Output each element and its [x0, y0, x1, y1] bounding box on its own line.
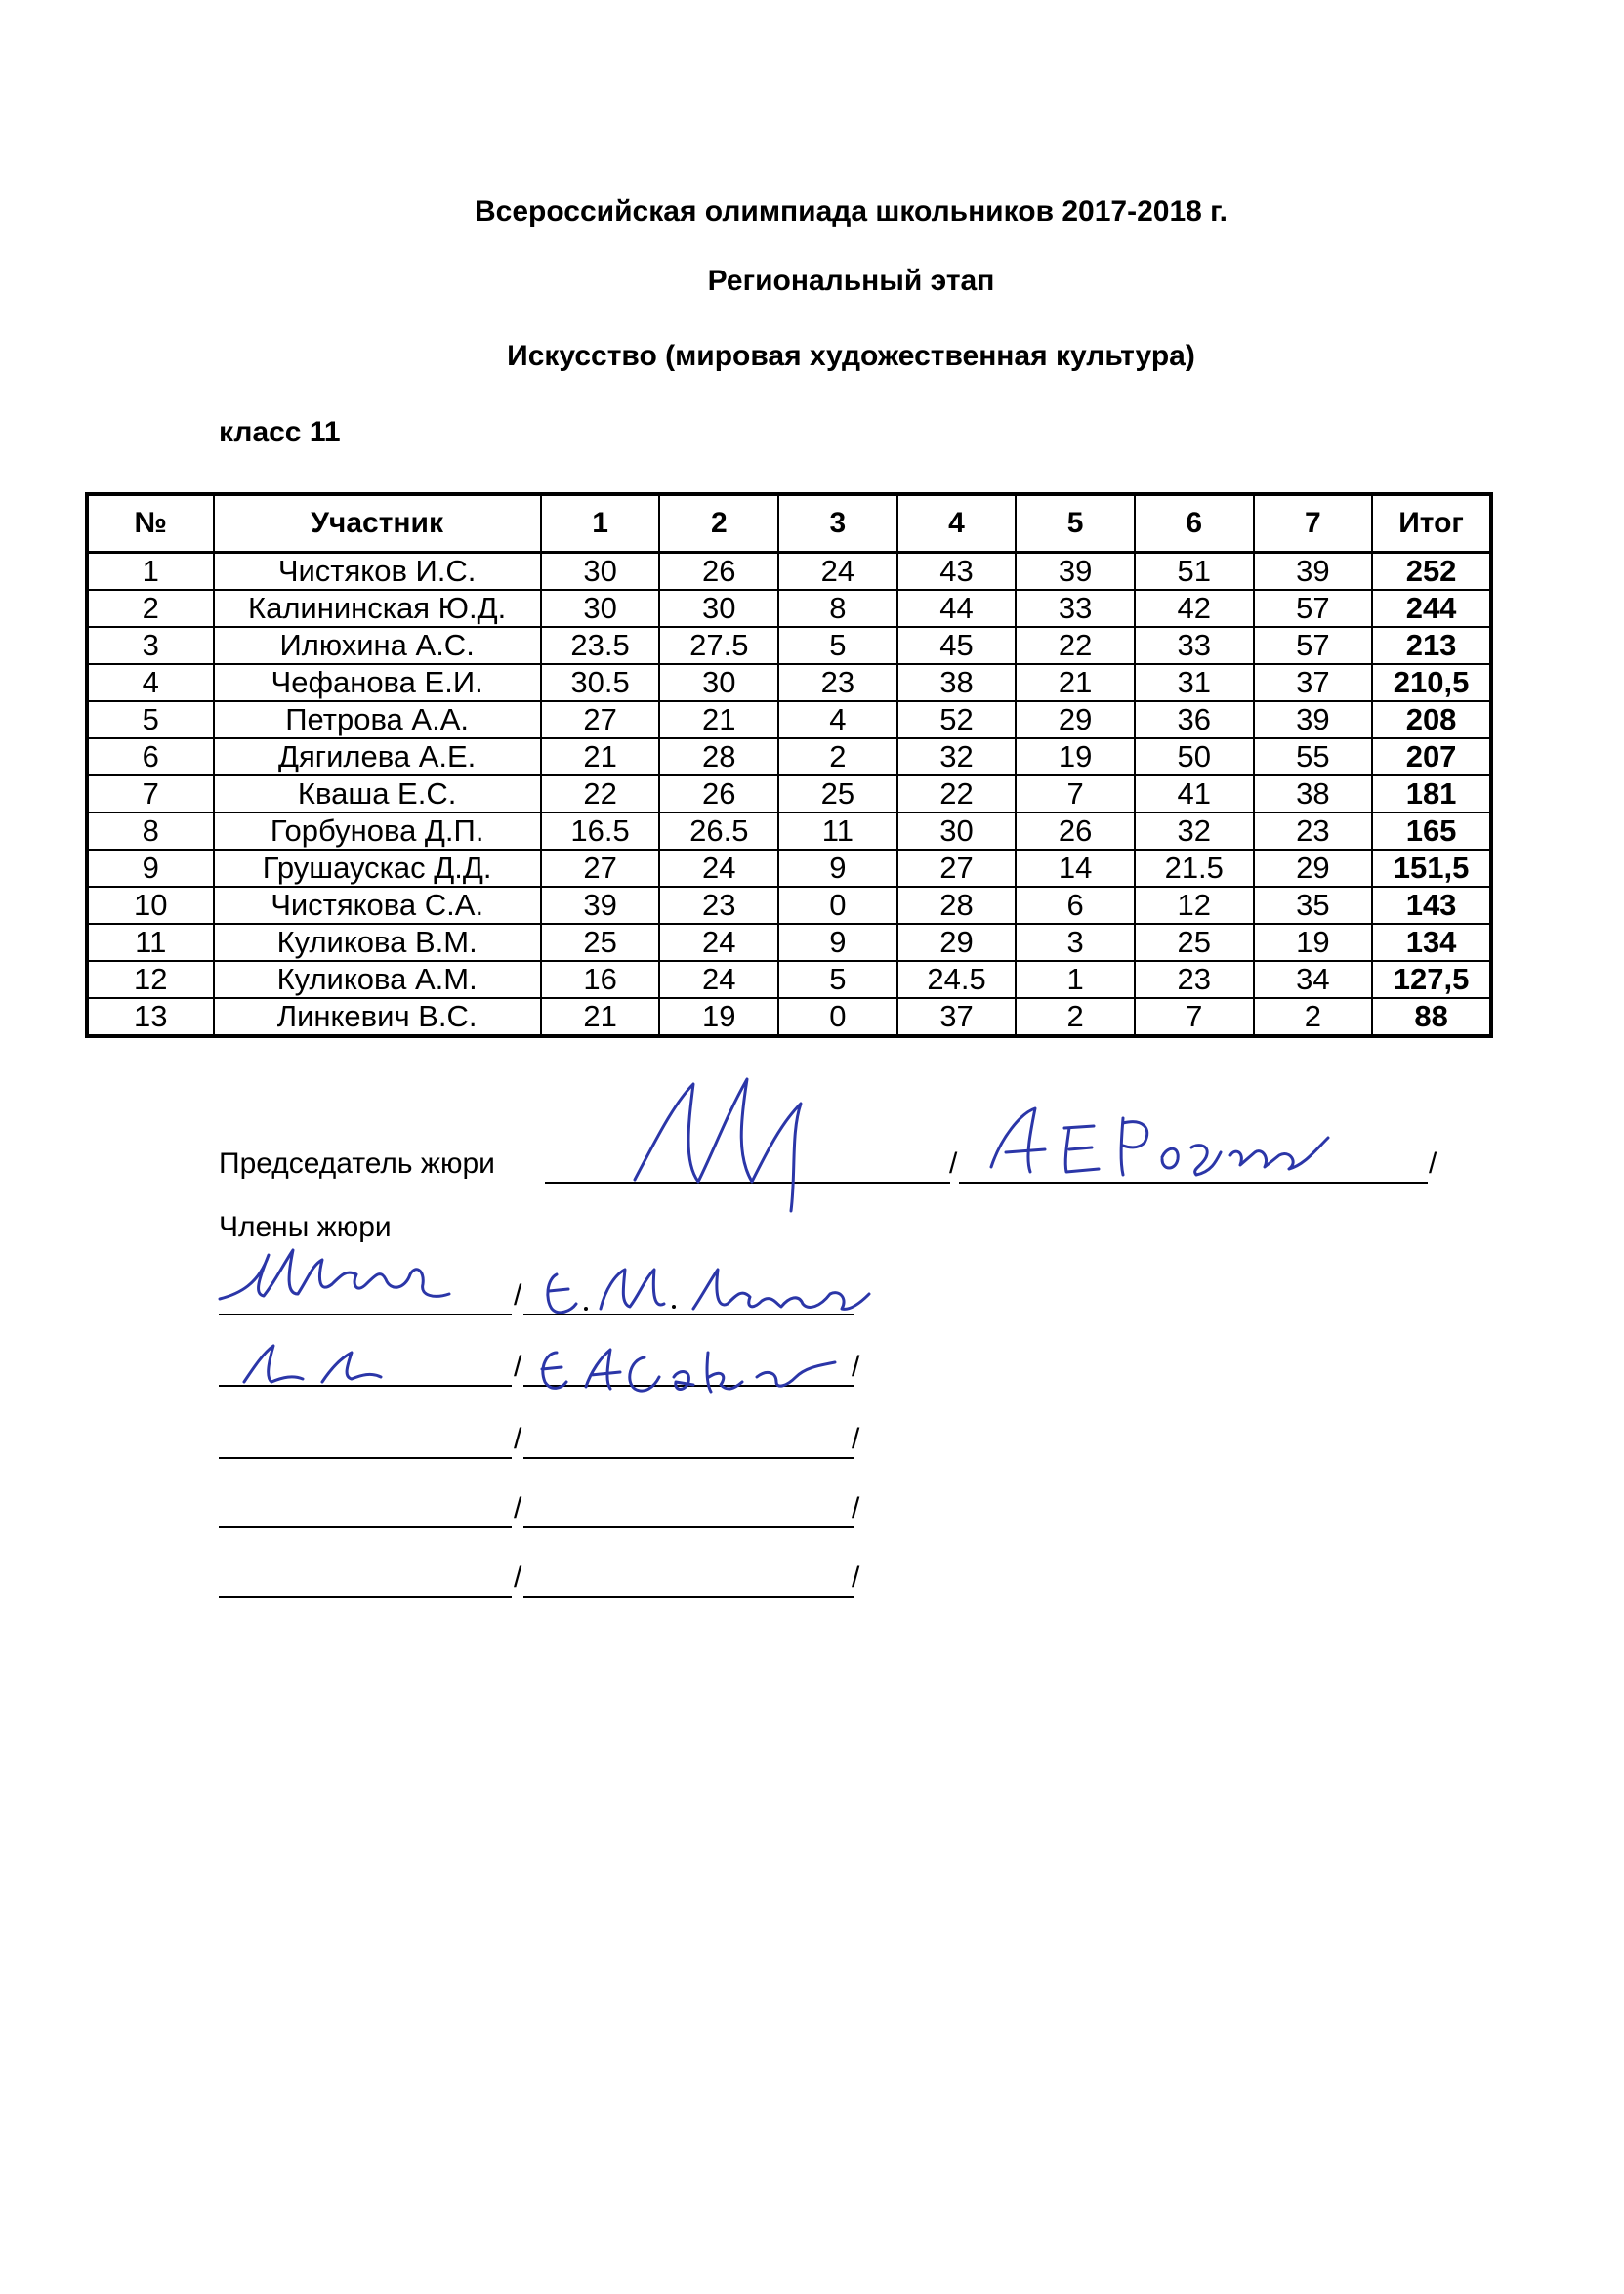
- task-score-cell: 7: [1135, 998, 1254, 1036]
- task-score-cell: 23: [778, 664, 897, 701]
- task-score-cell: 23: [659, 887, 778, 924]
- task-score-cell: 31: [1135, 664, 1254, 701]
- row-number-cell: 8: [87, 813, 214, 850]
- total-score-cell: 134: [1372, 924, 1491, 961]
- table-row: [87, 553, 1491, 591]
- row-number-cell: 13: [87, 998, 214, 1036]
- task-score-cell: 22: [897, 775, 1017, 813]
- slash: /: [949, 1147, 958, 1180]
- slash: /: [514, 1492, 522, 1524]
- task-score-cell: 43: [897, 553, 1017, 591]
- task-score-cell: 8: [778, 590, 897, 627]
- member-name-handwritten: [537, 1250, 879, 1328]
- task-score-cell: 41: [1135, 775, 1254, 813]
- task-score-cell: 24: [659, 961, 778, 998]
- task-score-cell: 23.5: [541, 627, 660, 664]
- participant-name-cell: Чистякова С.А.: [214, 887, 541, 924]
- slash: /: [852, 1562, 860, 1594]
- task-score-cell: 12: [1135, 887, 1254, 924]
- task-score-cell: 30: [659, 664, 778, 701]
- participant-name-cell: Чефанова Е.И.: [214, 664, 541, 701]
- row-number-cell: 1: [87, 553, 214, 591]
- task-score-cell: 34: [1254, 961, 1373, 998]
- task-score-cell: 39: [1254, 553, 1373, 591]
- member-signature-line: [219, 1314, 512, 1315]
- total-score-cell: 252: [1372, 553, 1491, 591]
- task-score-cell: 11: [778, 813, 897, 850]
- member-name-line: [523, 1526, 854, 1528]
- task-score-cell: 39: [1016, 553, 1135, 591]
- task-score-cell: 37: [897, 998, 1017, 1036]
- member-signature-line: [219, 1596, 512, 1598]
- total-score-cell: 213: [1372, 627, 1491, 664]
- task-score-cell: 21.5: [1135, 850, 1254, 887]
- task-score-cell: 39: [541, 887, 660, 924]
- table-row: [87, 738, 1491, 775]
- column-header: №: [87, 494, 214, 553]
- task-score-cell: 32: [1135, 813, 1254, 850]
- task-score-cell: 1: [1016, 961, 1135, 998]
- task-score-cell: 5: [778, 961, 897, 998]
- slash: /: [852, 1423, 860, 1455]
- total-score-cell: 207: [1372, 738, 1491, 775]
- task-score-cell: 23: [1135, 961, 1254, 998]
- participant-name-cell: Калининская Ю.Д.: [214, 590, 541, 627]
- task-score-cell: 50: [1135, 738, 1254, 775]
- table-row: [87, 998, 1491, 1036]
- task-score-cell: 36: [1135, 701, 1254, 738]
- task-score-cell: 27: [897, 850, 1017, 887]
- task-score-cell: 6: [1016, 887, 1135, 924]
- task-score-cell: 27.5: [659, 627, 778, 664]
- task-score-cell: 22: [1016, 627, 1135, 664]
- task-score-cell: 23: [1254, 813, 1373, 850]
- member-name-line: [523, 1596, 854, 1598]
- table-header-row: [87, 494, 1491, 553]
- member-signature-line: [219, 1457, 512, 1459]
- members-label: Члены жюри: [219, 1211, 392, 1243]
- task-score-cell: 39: [1254, 701, 1373, 738]
- task-score-cell: 33: [1016, 590, 1135, 627]
- document-title: Всероссийская олимпиада школьников 2017-2018 г.: [475, 195, 1228, 228]
- participant-name-cell: Илюхина А.С.: [214, 627, 541, 664]
- participant-name-cell: Грушаускас Д.Д.: [214, 850, 541, 887]
- task-score-cell: 38: [1254, 775, 1373, 813]
- participant-name-cell: Куликова В.М.: [214, 924, 541, 961]
- task-score-cell: 30: [541, 553, 660, 591]
- row-number-cell: 9: [87, 850, 214, 887]
- participant-name-cell: Петрова А.А.: [214, 701, 541, 738]
- task-score-cell: 4: [778, 701, 897, 738]
- table-row: [87, 701, 1491, 738]
- column-header: 1: [541, 494, 660, 553]
- task-score-cell: 51: [1135, 553, 1254, 591]
- row-number-cell: 2: [87, 590, 214, 627]
- task-score-cell: 27: [541, 850, 660, 887]
- total-score-cell: 151,5: [1372, 850, 1491, 887]
- task-score-cell: 3: [1016, 924, 1135, 961]
- chair-signature: [625, 1064, 879, 1221]
- task-score-cell: 37: [1254, 664, 1373, 701]
- slash: /: [514, 1351, 522, 1383]
- task-score-cell: 25: [1135, 924, 1254, 961]
- total-score-cell: 210,5: [1372, 664, 1491, 701]
- total-score-cell: 88: [1372, 998, 1491, 1036]
- grade-label: класс 11: [219, 416, 341, 448]
- participant-name-cell: Кваша Е.С.: [214, 775, 541, 813]
- task-score-cell: 55: [1254, 738, 1373, 775]
- task-score-cell: 38: [897, 664, 1017, 701]
- task-score-cell: 19: [1016, 738, 1135, 775]
- slash: /: [514, 1562, 522, 1594]
- slash: /: [1429, 1147, 1437, 1180]
- task-score-cell: 7: [1016, 775, 1135, 813]
- column-header: 7: [1254, 494, 1373, 553]
- task-score-cell: 9: [778, 850, 897, 887]
- task-score-cell: 32: [897, 738, 1017, 775]
- participant-name-cell: Горбунова Д.П.: [214, 813, 541, 850]
- task-score-cell: 24.5: [897, 961, 1017, 998]
- task-score-cell: 30: [659, 590, 778, 627]
- task-score-cell: 57: [1254, 627, 1373, 664]
- row-number-cell: 4: [87, 664, 214, 701]
- task-score-cell: 29: [1016, 701, 1135, 738]
- task-score-cell: 33: [1135, 627, 1254, 664]
- task-score-cell: 14: [1016, 850, 1135, 887]
- task-score-cell: 30: [897, 813, 1017, 850]
- member-signature-line: [219, 1526, 512, 1528]
- slash: /: [852, 1492, 860, 1524]
- column-header: 5: [1016, 494, 1135, 553]
- column-header: 6: [1135, 494, 1254, 553]
- task-score-cell: 16.5: [541, 813, 660, 850]
- table-row: [87, 775, 1491, 813]
- total-score-cell: 127,5: [1372, 961, 1491, 998]
- task-score-cell: 5: [778, 627, 897, 664]
- total-score-cell: 165: [1372, 813, 1491, 850]
- task-score-cell: 44: [897, 590, 1017, 627]
- task-score-cell: 9: [778, 924, 897, 961]
- column-header: Итог: [1372, 494, 1491, 553]
- table-row: [87, 627, 1491, 664]
- task-score-cell: 28: [897, 887, 1017, 924]
- row-number-cell: 10: [87, 887, 214, 924]
- task-score-cell: 2: [1016, 998, 1135, 1036]
- task-score-cell: 21: [541, 738, 660, 775]
- task-score-cell: 29: [1254, 850, 1373, 887]
- task-score-cell: 0: [778, 887, 897, 924]
- column-header: Участник: [214, 494, 541, 553]
- task-score-cell: 0: [778, 998, 897, 1036]
- chair-label: Председатель жюри: [219, 1147, 495, 1180]
- task-score-cell: 26: [659, 553, 778, 591]
- member-signature: [210, 1226, 464, 1314]
- table-row: [87, 924, 1491, 961]
- member-name-handwritten: [527, 1338, 859, 1401]
- total-score-cell: 181: [1372, 775, 1491, 813]
- row-number-cell: 3: [87, 627, 214, 664]
- row-number-cell: 7: [87, 775, 214, 813]
- task-score-cell: 16: [541, 961, 660, 998]
- task-score-cell: 21: [1016, 664, 1135, 701]
- task-score-cell: 30: [541, 590, 660, 627]
- task-score-cell: 30.5: [541, 664, 660, 701]
- chair-name-handwritten: [977, 1099, 1367, 1187]
- task-score-cell: 2: [778, 738, 897, 775]
- stage-title: Региональный этап: [707, 265, 995, 297]
- task-score-cell: 57: [1254, 590, 1373, 627]
- column-header: 3: [778, 494, 897, 553]
- task-score-cell: 19: [1254, 924, 1373, 961]
- column-header: 4: [897, 494, 1017, 553]
- row-number-cell: 5: [87, 701, 214, 738]
- task-score-cell: 2: [1254, 998, 1373, 1036]
- task-score-cell: 26.5: [659, 813, 778, 850]
- row-number-cell: 11: [87, 924, 214, 961]
- row-number-cell: 6: [87, 738, 214, 775]
- task-score-cell: 42: [1135, 590, 1254, 627]
- slash: /: [514, 1423, 522, 1455]
- results-table: [85, 492, 1493, 1038]
- task-score-cell: 24: [659, 850, 778, 887]
- total-score-cell: 208: [1372, 701, 1491, 738]
- participant-name-cell: Дягилева А.Е.: [214, 738, 541, 775]
- member-name-line: [523, 1457, 854, 1459]
- member-signature: [225, 1338, 420, 1397]
- task-score-cell: 21: [541, 998, 660, 1036]
- table-row: [87, 850, 1491, 887]
- slash: /: [852, 1351, 860, 1383]
- total-score-cell: 143: [1372, 887, 1491, 924]
- task-score-cell: 26: [659, 775, 778, 813]
- task-score-cell: 52: [897, 701, 1017, 738]
- task-score-cell: 28: [659, 738, 778, 775]
- participant-name-cell: Линкевич В.С.: [214, 998, 541, 1036]
- task-score-cell: 27: [541, 701, 660, 738]
- participant-name-cell: Чистяков И.С.: [214, 553, 541, 591]
- task-score-cell: 26: [1016, 813, 1135, 850]
- task-score-cell: 35: [1254, 887, 1373, 924]
- task-score-cell: 25: [778, 775, 897, 813]
- task-score-cell: 24: [778, 553, 897, 591]
- task-score-cell: 19: [659, 998, 778, 1036]
- table-row: [87, 813, 1491, 850]
- subject-title: Искусство (мировая художественная культура): [507, 340, 1195, 372]
- slash: /: [514, 1279, 522, 1312]
- table-row: [87, 664, 1491, 701]
- table-row: [87, 590, 1491, 627]
- row-number-cell: 12: [87, 961, 214, 998]
- task-score-cell: 22: [541, 775, 660, 813]
- table-row: [87, 887, 1491, 924]
- task-score-cell: 24: [659, 924, 778, 961]
- column-header: 2: [659, 494, 778, 553]
- participant-name-cell: Куликова А.М.: [214, 961, 541, 998]
- total-score-cell: 244: [1372, 590, 1491, 627]
- table-row: [87, 961, 1491, 998]
- task-score-cell: 21: [659, 701, 778, 738]
- task-score-cell: 29: [897, 924, 1017, 961]
- task-score-cell: 25: [541, 924, 660, 961]
- task-score-cell: 45: [897, 627, 1017, 664]
